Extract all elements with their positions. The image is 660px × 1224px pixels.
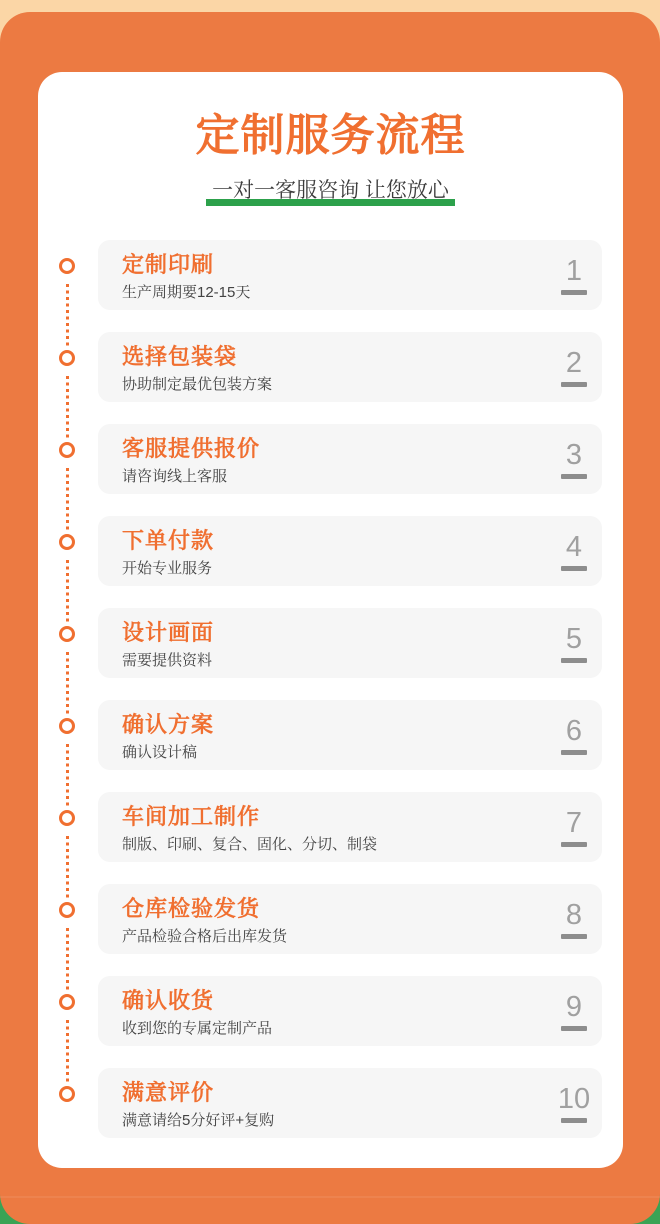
step-number-underline: [561, 842, 587, 847]
step-number-underline: [561, 290, 587, 295]
step-card: [98, 792, 602, 862]
step-number-block: [558, 884, 590, 954]
step-row: [38, 700, 623, 770]
step-number-underline: [561, 1026, 587, 1031]
step-number: 8: [565, 899, 583, 931]
step-row: [38, 516, 623, 586]
step-row: [38, 976, 623, 1046]
step-number-block: [558, 240, 590, 310]
step-card: [98, 608, 602, 678]
step-row: [38, 424, 623, 494]
step-description: 请咨询线上客服: [122, 468, 228, 486]
content-card: [38, 72, 623, 1168]
step-title: 确认收货: [122, 988, 215, 1013]
step-circle-icon: [59, 902, 75, 918]
step-number: 1: [565, 255, 583, 287]
page-title: 定制服务流程: [195, 111, 466, 160]
step-number-underline: [561, 934, 587, 939]
step-card: [98, 516, 602, 586]
step-title: 确认方案: [122, 712, 215, 737]
step-description: 满意请给5分好评+复购: [122, 1112, 275, 1130]
step-card: [98, 424, 602, 494]
step-number: 7: [565, 807, 583, 839]
step-number-underline: [561, 750, 587, 755]
step-number-block: [558, 792, 590, 862]
step-description: 产品检验合格后出库发货: [122, 928, 288, 946]
step-description: 生产周期要12-15天: [122, 284, 251, 302]
step-description: 确认设计稿: [122, 744, 198, 762]
step-row: [38, 884, 623, 954]
step-number-block: [558, 332, 590, 402]
step-number: 10: [557, 1083, 591, 1115]
step-title: 设计画面: [122, 620, 215, 645]
subtitle-highlight-wrap: [212, 177, 449, 204]
orange-panel: [0, 12, 660, 1224]
step-number: 2: [565, 347, 583, 379]
step-row: [38, 792, 623, 862]
subtitle-row: [38, 177, 623, 204]
step-title: 选择包装袋: [122, 344, 238, 369]
step-description: 协助制定最优包装方案: [122, 376, 273, 394]
section-seam: [0, 1196, 660, 1198]
page-subtitle: 一对一客服咨询 让您放心: [212, 178, 449, 202]
step-row: [38, 1068, 623, 1138]
step-number-block: [558, 424, 590, 494]
step-title: 定制印刷: [122, 252, 215, 277]
step-circle-icon: [59, 718, 75, 734]
step-circle-icon: [59, 994, 75, 1010]
step-card: [98, 240, 602, 310]
steps-list: [38, 240, 623, 1160]
step-number-underline: [561, 566, 587, 571]
step-row: [38, 332, 623, 402]
step-title: 仓库检验发货: [122, 896, 261, 921]
step-card: [98, 976, 602, 1046]
step-card: [98, 1068, 602, 1138]
step-title: 满意评价: [122, 1080, 215, 1105]
step-number: 6: [565, 715, 583, 747]
step-number: 3: [565, 439, 583, 471]
step-title: 下单付款: [122, 528, 215, 553]
step-row: [38, 240, 623, 310]
step-number: 9: [565, 991, 583, 1023]
step-number-underline: [561, 658, 587, 663]
step-card: [98, 332, 602, 402]
step-number-underline: [561, 382, 587, 387]
step-circle-icon: [59, 350, 75, 366]
step-circle-icon: [59, 626, 75, 642]
step-description: 制版、印刷、复合、固化、分切、制袋: [122, 836, 378, 854]
step-description: 收到您的专属定制产品: [122, 1020, 273, 1038]
step-number: 5: [565, 623, 583, 655]
step-number-block: [558, 608, 590, 678]
step-circle-icon: [59, 1086, 75, 1102]
step-number-block: [558, 516, 590, 586]
step-number-underline: [561, 1118, 587, 1123]
step-circle-icon: [59, 442, 75, 458]
step-number-block: [558, 976, 590, 1046]
step-card: [98, 884, 602, 954]
step-title: 车间加工制作: [122, 804, 261, 829]
step-description: 开始专业服务: [122, 560, 213, 578]
step-number-underline: [561, 474, 587, 479]
step-description: 需要提供资料: [122, 652, 213, 670]
step-circle-icon: [59, 810, 75, 826]
step-circle-icon: [59, 258, 75, 274]
step-circle-icon: [59, 534, 75, 550]
step-row: [38, 608, 623, 678]
step-card: [98, 700, 602, 770]
step-number-block: [558, 700, 590, 770]
step-number: 4: [565, 531, 583, 563]
step-number-block: [558, 1068, 590, 1138]
step-title: 客服提供报价: [122, 436, 261, 461]
